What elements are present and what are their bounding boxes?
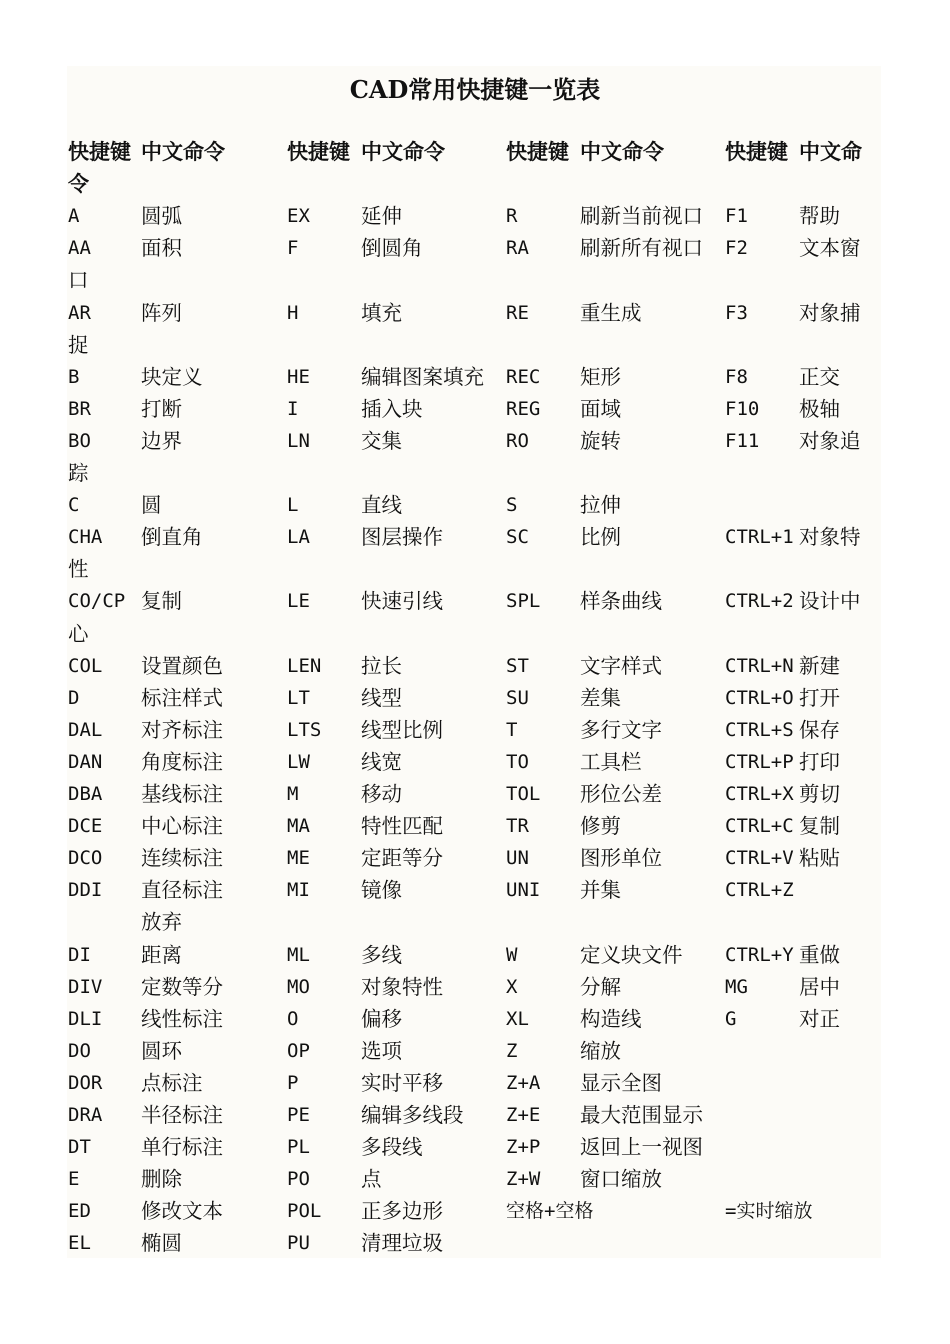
command-name: 移动 — [361, 782, 402, 806]
column-header: 快捷键 — [725, 139, 788, 164]
column-header: 快捷键 — [68, 139, 131, 164]
shortcut-key: CTRL+X — [725, 783, 794, 805]
shortcut-key: BR — [68, 397, 91, 420]
shortcut-key: DCE — [68, 815, 103, 838]
command-name: 矩形 — [580, 364, 621, 389]
shortcut-key: R — [506, 205, 518, 228]
shortcut-key: RA — [506, 237, 529, 260]
command-name: 多行文字 — [580, 717, 662, 742]
shortcut-key: DBA — [68, 783, 103, 805]
command-name: 特性匹配 — [361, 814, 443, 839]
shortcut-key: F10 — [725, 397, 760, 420]
shortcut-key: UNI — [506, 879, 541, 902]
command-name: 构造线 — [580, 1006, 642, 1031]
shortcut-key: F1 — [725, 205, 748, 228]
shortcut-key: CTRL+Y — [725, 943, 794, 966]
shortcut-key: AA — [68, 237, 91, 260]
shortcut-key: P — [287, 1071, 299, 1094]
shortcut-key: PU — [287, 1232, 310, 1255]
shortcut-key: CTRL+C — [725, 815, 794, 838]
command-name: 极轴 — [799, 396, 840, 421]
command-name: 返回上一视图 — [580, 1135, 703, 1160]
wrapped-command-text: 心 — [68, 621, 89, 646]
command-name: 多线 — [361, 942, 402, 967]
command-name: 基线标注 — [141, 782, 223, 806]
command-name: 最大范围显示 — [580, 1103, 703, 1127]
shortcut-key: RE — [506, 301, 529, 324]
command-name: 帮助 — [799, 204, 840, 229]
shortcut-key: MO — [287, 975, 310, 998]
command-name: 块定义 — [141, 364, 203, 389]
column-header: 中文命令 — [141, 139, 225, 164]
shortcut-key: POL — [287, 1200, 322, 1223]
command-name: 直径标注 — [141, 878, 223, 903]
column-header: 中文命令 — [580, 139, 664, 164]
shortcut-key: X — [506, 975, 518, 998]
command-name: 打断 — [141, 396, 182, 421]
shortcut-key: DIV — [68, 975, 103, 998]
shortcut-key: I — [287, 397, 299, 420]
shortcut-key: Z+E — [506, 1104, 541, 1126]
command-name: 设置颜色 — [141, 653, 223, 678]
shortcut-key: CTRL+N — [725, 654, 794, 677]
shortcut-key: RO — [506, 429, 529, 452]
shortcut-key: DOR — [68, 1071, 103, 1094]
shortcut-key: BO — [68, 429, 91, 452]
shortcut-key: F2 — [725, 237, 748, 260]
command-name: 点标注 — [141, 1070, 203, 1095]
command-name: 对象追 — [799, 428, 861, 453]
wrapped-command-text: 性 — [68, 557, 89, 582]
shortcut-key: DAN — [68, 750, 103, 773]
command-name: 对正 — [799, 1006, 840, 1031]
command-name: 拉长 — [361, 653, 402, 678]
shortcut-key: ME — [287, 847, 310, 870]
shortcut-key: CTRL+O — [725, 686, 794, 709]
command-name: 交集 — [361, 428, 402, 453]
shortcut-key: Z+A — [506, 1071, 541, 1094]
command-name: 打开 — [799, 685, 840, 710]
page-title: CAD常用快捷键一览表 — [349, 75, 601, 104]
shortcut-key: REC — [506, 365, 541, 388]
command-name: 文本窗 — [799, 236, 861, 261]
shortcut-key: SC — [506, 526, 529, 549]
command-name: 差集 — [580, 685, 621, 710]
column-header-wrap: 令 — [68, 171, 89, 197]
shortcut-key: TO — [506, 750, 529, 773]
command-name: 倒直角 — [141, 525, 203, 550]
command-name: 定义块文件 — [580, 942, 683, 967]
command-name: 对齐标注 — [141, 717, 223, 742]
shortcut-key: DRA — [68, 1104, 103, 1126]
shortcut-key: LE — [287, 590, 310, 613]
command-name: 复制 — [141, 589, 182, 614]
command-name: 居中 — [799, 974, 840, 999]
shortcut-key: DO — [68, 1039, 91, 1062]
shortcut-key: MG — [725, 975, 748, 998]
command-name: 新建 — [799, 653, 840, 678]
command-name: 重做 — [799, 942, 840, 967]
command-name: 面积 — [141, 236, 182, 261]
command-name: 编辑多线段 — [361, 1103, 464, 1127]
shortcut-key: PE — [287, 1104, 310, 1126]
command-name: 粘贴 — [799, 846, 840, 871]
command-name: 面域 — [580, 396, 621, 421]
shortcut-key: M — [287, 783, 299, 805]
wrapped-command-text: 口 — [68, 268, 89, 293]
command-name: 插入块 — [361, 396, 423, 421]
command-name: 编辑图案填充 — [361, 364, 484, 389]
shortcut-key: CTRL+S — [725, 718, 794, 741]
shortcut-key: 空格+空格 — [506, 1200, 594, 1223]
column-header: 中文命 — [799, 139, 862, 164]
command-name: 窗口缩放 — [580, 1167, 662, 1192]
wrapped-command-text: 踪 — [68, 461, 89, 485]
command-name: 对象特 — [799, 525, 861, 550]
command-name: 镜像 — [361, 878, 402, 903]
shortcut-key: O — [287, 1007, 299, 1030]
shortcut-key: Z — [506, 1039, 518, 1062]
shortcut-key: DT — [68, 1136, 91, 1159]
shortcut-key: ED — [68, 1200, 91, 1223]
shortcut-key: LTS — [287, 718, 322, 741]
shortcut-key: OP — [287, 1039, 310, 1062]
shortcut-key: F — [287, 237, 299, 260]
shortcut-key: TR — [506, 815, 529, 838]
shortcut-key: LW — [287, 750, 310, 773]
shortcut-key: CHA — [68, 526, 103, 549]
command-name: 对象捕 — [799, 300, 861, 325]
shortcut-key: LA — [287, 526, 310, 549]
command-name: 定数等分 — [141, 974, 223, 999]
command-name: 线性标注 — [141, 1006, 223, 1031]
shortcut-key: CTRL+Z — [725, 879, 794, 902]
command-name: 刷新所有视口 — [580, 236, 703, 261]
shortcut-key: G — [725, 1007, 737, 1030]
command-name: 复制 — [799, 814, 840, 839]
shortcut-key: F3 — [725, 301, 748, 324]
shortcut-key: DCO — [68, 847, 103, 870]
command-name: 分解 — [580, 974, 621, 999]
shortcut-key: DDI — [68, 879, 103, 902]
shortcut-key: MA — [287, 815, 310, 838]
command-name: 修剪 — [580, 814, 621, 839]
shortcut-key: EL — [68, 1232, 91, 1255]
command-name: 刷新当前视口 — [580, 204, 703, 229]
shortcut-key: CTRL+2 — [725, 590, 794, 613]
shortcut-key: XL — [506, 1007, 529, 1030]
shortcut-key: CO/CP — [68, 590, 126, 613]
column-header: 快捷键 — [287, 139, 350, 164]
shortcut-key: PL — [287, 1136, 310, 1159]
command-name: 实时平移 — [361, 1070, 443, 1095]
shortcut-key: EX — [287, 205, 310, 228]
shortcut-key: D — [68, 686, 80, 709]
wrapped-command-text: 捉 — [68, 332, 89, 357]
shortcut-key: COL — [68, 654, 103, 677]
command-name: 椭圆 — [141, 1231, 182, 1256]
command-name: 正多边形 — [361, 1199, 443, 1224]
shortcut-key: C — [68, 494, 80, 517]
command-name: 显示全图 — [580, 1070, 662, 1095]
command-name: 剪切 — [799, 782, 840, 806]
shortcut-key: T — [506, 718, 518, 741]
shortcut-key: LEN — [287, 654, 322, 677]
command-name: 线型 — [361, 685, 402, 710]
shortcut-key: DAL — [68, 718, 103, 741]
command-name: 阵列 — [141, 300, 182, 325]
shortcut-key: B — [68, 365, 80, 388]
shortcut-key: H — [287, 301, 299, 324]
command-name: 保存 — [799, 717, 840, 742]
shortcut-key: F8 — [725, 365, 748, 388]
shortcut-key: SPL — [506, 590, 541, 613]
command-name: 点 — [361, 1167, 382, 1192]
command-name: 比例 — [580, 525, 621, 550]
shortcut-key: L — [287, 494, 299, 517]
shortcut-key: A — [68, 205, 80, 228]
command-name: 标注样式 — [141, 685, 223, 710]
shortcut-key: ST — [506, 654, 529, 677]
shortcut-key: CTRL+P — [725, 750, 794, 773]
shortcut-key: REG — [506, 397, 541, 420]
command-name: 工具栏 — [580, 749, 642, 774]
shortcut-key: TOL — [506, 783, 541, 805]
command-name: 打印 — [799, 749, 840, 774]
shortcut-key: CTRL+1 — [725, 526, 794, 549]
shortcut-key: F11 — [725, 429, 760, 452]
command-name: 修改文本 — [141, 1199, 223, 1224]
command-name: 圆弧 — [141, 204, 182, 229]
command-name: 线型比例 — [361, 717, 443, 742]
column-header: 中文命令 — [361, 139, 445, 164]
shortcut-key: HE — [287, 365, 310, 388]
command-name: 圆环 — [141, 1038, 182, 1063]
command-name: 并集 — [580, 878, 621, 903]
shortcut-key: AR — [68, 301, 91, 324]
command-name: 延伸 — [361, 204, 402, 229]
shortcut-key: E — [68, 1168, 80, 1191]
command-name: 圆 — [141, 493, 162, 518]
command-name: 半径标注 — [141, 1103, 223, 1127]
shortcut-key: Z+P — [506, 1136, 541, 1159]
command-name: 偏移 — [361, 1006, 402, 1031]
shortcut-key: PO — [287, 1168, 310, 1191]
shortcut-key: ML — [287, 943, 310, 966]
command-name: 线宽 — [361, 749, 402, 774]
command-name: 图层操作 — [361, 525, 443, 550]
command-name: 边界 — [141, 428, 182, 453]
command-name: 设计中 — [799, 589, 861, 614]
command-name: 对象特性 — [361, 974, 443, 999]
shortcut-key: UN — [506, 847, 529, 870]
shortcut-key: DLI — [68, 1007, 103, 1030]
command-name: 样条曲线 — [580, 589, 662, 614]
shortcut-key: SU — [506, 686, 529, 709]
command-name: 正交 — [799, 364, 840, 389]
command-name: 多段线 — [361, 1135, 423, 1160]
command-name: 填充 — [361, 300, 402, 325]
wrapped-command-text: 放弃 — [141, 910, 182, 935]
command-name: 角度标注 — [141, 749, 223, 774]
command-name: 旋转 — [580, 428, 621, 453]
shortcut-key: CTRL+V — [725, 847, 794, 870]
shortcut-key: LN — [287, 429, 310, 452]
shortcut-key: LT — [287, 686, 310, 709]
command-name: 连续标注 — [141, 846, 223, 871]
command-name: 缩放 — [580, 1038, 621, 1063]
shortcut-key: =实时缩放 — [725, 1200, 813, 1223]
shortcut-key: W — [506, 943, 518, 966]
command-name: 单行标注 — [141, 1135, 223, 1160]
column-header: 快捷键 — [506, 139, 569, 164]
command-name: 中心标注 — [141, 814, 223, 839]
command-name: 拉伸 — [580, 493, 621, 518]
command-name: 定距等分 — [361, 846, 443, 871]
shortcut-key: DI — [68, 943, 91, 966]
shortcut-key: S — [506, 494, 518, 517]
shortcut-key: Z+W — [506, 1168, 541, 1191]
command-name: 快速引线 — [361, 589, 443, 614]
shortcut-key: MI — [287, 879, 310, 902]
command-name: 图形单位 — [580, 846, 662, 871]
command-name: 形位公差 — [580, 782, 662, 806]
command-name: 删除 — [141, 1167, 182, 1192]
command-name: 重生成 — [580, 300, 642, 325]
command-name: 选项 — [361, 1038, 402, 1063]
command-name: 直线 — [361, 493, 402, 518]
command-name: 距离 — [141, 942, 182, 967]
command-name: 清理垃圾 — [361, 1231, 443, 1256]
command-name: 文字样式 — [580, 653, 662, 678]
command-name: 倒圆角 — [361, 236, 423, 261]
